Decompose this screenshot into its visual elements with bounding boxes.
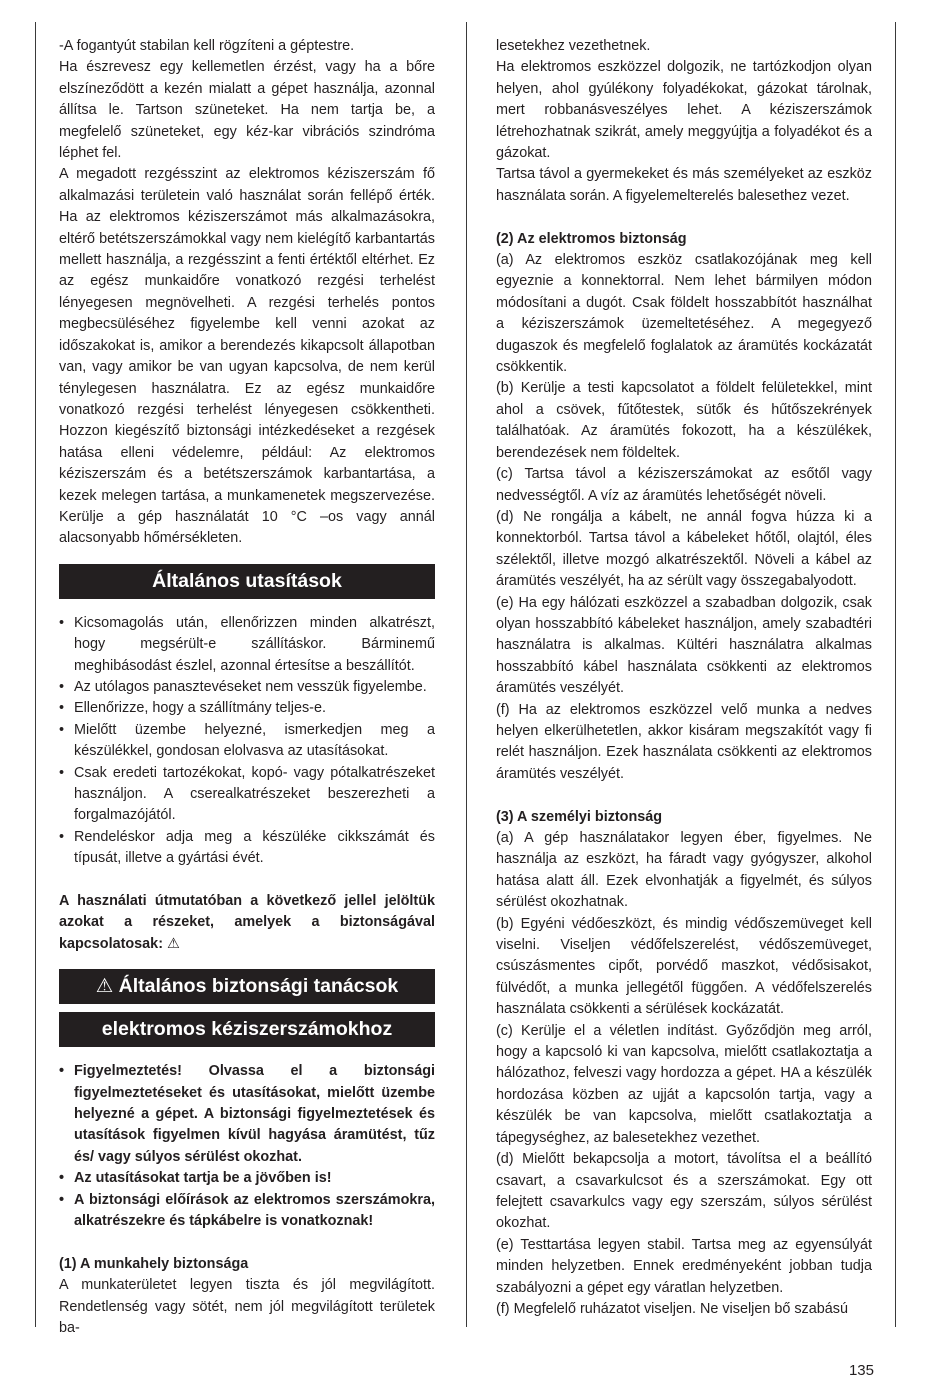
paragraph: (d) Mielőtt bekapcsolja a motort, távolítsa el a beállító csavart, a csavarkulcsot és a szerszámokat. Egy ott felejtett csavarkulcs vagy egy szerszám, súlyos sérülést okozhat.	[496, 1151, 872, 1232]
paragraph: (a) A gép használatakor legyen éber, figyelmes. Ne használja az eszközt, ha fáradt vagy gyógyszer, alkohol hatása alatt áll. Ezek elvonhatják a figyelmét, és súlyos sérülést okozhatnak.	[496, 830, 872, 911]
section-banner-general-instructions: Általános utasítások	[59, 564, 435, 599]
center-column-rule	[466, 22, 467, 1327]
paragraph: (c) Tartsa távol a kéziszerszámokat az esőtől vagy nedvességtől. A víz az áramütés lehetőségét növeli.	[496, 466, 872, 504]
list-item: • Ellenőrizze, hogy a szállítmány teljes-e.	[59, 698, 435, 719]
warning-item: • Az utasításokat tartja be a jövőben is!	[59, 1168, 435, 1189]
warnings-list	[59, 1061, 435, 1232]
section-heading-personal-safety: (3) A személyi biztonság	[496, 808, 663, 825]
right-margin-rule	[895, 22, 896, 1327]
paragraph: Ha elektromos eszközzel dolgozik, ne tartózkodjon olyan helyen, ahol gyúlékony folyadékokat, gázokat tárolnak, mert robbanásveszélyes lehet. A kéziszerszámok létrehozhatnak szikrát, amely meggyújtja a folyadékot és a gázokat.	[496, 59, 872, 162]
section-banner-safety-advice: ⚠ Általános biztonsági tanácsok	[59, 969, 435, 1004]
paragraph: (f) Ha az elektromos eszközzel velő munka a nedves helyen elkerülhetetlen, akkor kisáram megszakítót vagy fi relét használjon. Ezek használata csökkenti az elektromos áramütés veszélyét.	[496, 701, 872, 782]
page-number: 135	[848, 1362, 874, 1379]
list-item: • Rendeléskor adja meg a készüléke cikkszámát és típusát, illetve a gyártási évét.	[59, 827, 435, 870]
right-column	[496, 36, 872, 1320]
safety-symbol-note: A használati útmutatóban a következő jellel jelöltük azokat a részeket, amelyek a biztonságával kapcsolatosak: ⚠	[59, 893, 435, 952]
paragraph: Ha észrevesz egy kellemetlen érzést, vagy ha a bőre elszíneződött a kezén mialatt a gépet használja, azonnal állítsa le. Tartson szüneteket. Ha nem tartja be, a megfelelő szüneteket, egy kéz-kar vibrációs szindróma léphet fel.	[59, 59, 435, 162]
paragraph: A megadott rezgésszint az elektromos kéziszerszám fő alkalmazási területein való használat során fellépő érték. Ha az elektromos kéziszerszámot más alkalmazásokra, eltérő betétszerszámokkal vagy nem kielégítő karbantartás mellett használja, a rezgésszint a fenti értéktől eltérhet. Ez az egész munkaidőre vonatkozó rezgési terhelést lényegesen megnövelheti. A rezgési terhelés pontos megbecsüléséhez figyelembe kell venni azokat az időszakokat is, amikor a berendezés kikapcsolt állapotban van, vagy amikor be van ugyan kapcsolva, de nem kerül ténylegesen használatra. Ez az egész munkaidőre vonatkozó rezgési terhelést lényegesen csökkentheti. Hozzon kiegészítő biztonsági intézkedéseket a rezgések hatása elleni védelemre, például: Az elektromos kéziszerszám és a betétszerszámok karbantartása, a kezek melegen tartása, a munkamenetek megszervezése. Kerülje a gép használatát 10 °C –os vagy annál alacsonyabb hőmérsékleten.	[59, 166, 435, 547]
paragraph: (b) Kerülje a testi kapcsolatot a földelt felületekkel, mint ahol a csövek, fűtőtestek, sütők és hűtőszekrények találhatóak. Az áramütés fokozott, ha a készülékek, berendezések nem földeltek.	[496, 380, 872, 461]
paragraph: (b) Egyéni védőeszközt, és mindig védőszemüveget kell viselni. Viseljen védőfelszerelést, védőszemüveget, csúszásmentes cipőt, porvédő maszkot, védősisakot, fülvédőt, a munka jellegétől függően. A védőfelszerelés használata csökkenti a sérülések kockázatát.	[496, 915, 872, 1018]
warning-item: • A biztonsági előírások az elektromos szerszámokra, alkatrészekre és tápkábelre is vonatkoznak!	[59, 1190, 435, 1233]
list-item: • Az utólagos panasztevéseket nem vesszük figyelembe.	[59, 677, 435, 698]
paragraph: (c) Kerülje el a véletlen indítást. Győződjön meg arról, hogy a kapcsoló ki van kapcsolva, mielőtt csatlakoztatja a hálózathoz, felveszi vagy hordozza a gépet. HA a készülék hordozása közben az ujját a kapcsolón tartja, vagy a készülék be van kapcsolva, mielőtt csatlakoztatja a tápegységhez, az balesetekhez vezethet.	[496, 1022, 872, 1146]
list-item: • Mielőtt üzembe helyezné, ismerkedjen meg a készülékkel, gondosan elolvasva az utasításokat.	[59, 720, 435, 763]
paragraph: (d) Ne rongálja a kábelt, ne annál fogva húzza ki a konnektorból. Tartsa távol a kábeleket hőtől, olajtól, éles szélektől, illetve mozgó alkatrészektől. Növeli a kábel az áramütés veszélyét, ha az sérült vagy összegabalyodott.	[496, 508, 872, 590]
paragraph: (e) Ha egy hálózati eszközzel a szabadban dolgozik, csak olyan hosszabbító kábeleket használjon, amely szabadtéri használatra is alkalmas. Kültéri használatra alkalmas hosszabbító kábel használata csökkenti az elektromos áramütés veszélyét.	[496, 594, 872, 697]
paragraph: Tartsa távol a gyermekeket és más személyeket az eszköz használata során. A figyelemelterelés balesethez vezet.	[496, 166, 872, 204]
warning-item: • Figyelmeztetés! Olvassa el a biztonsági figyelmeztetéseket és utasításokat, mielőtt üzembe helyezné a gépet. A biztonsági figyelmeztetések és utasítások figyelmen kívül hagyása áramütést, tűz és/ vagy súlyos sérülést okozhat.	[59, 1061, 435, 1168]
paragraph: (a) Az elektromos eszköz csatlakozójának meg kell egyeznie a konnektorral. Nem lehet bármilyen módon módosítani a dugót. Csak földelt hosszabbítót használhat a kéziszerszámok üzemeltetéséhez. A megegyező dugaszok és megfelelő foglalatok az áramütés kockázatát csökkentik.	[496, 252, 872, 376]
paragraph: -A fogantyút stabilan kell rögzíteni a géptestre.	[59, 38, 355, 54]
paragraph: (f) Megfelelő ruházatot viseljen. Ne viseljen bő szabású	[496, 1300, 848, 1317]
section-banner-power-tools: elektromos kéziszerszámokhoz	[59, 1012, 435, 1047]
list-item: • Kicsomagolás után, ellenőrizzen minden alkatrészt, hogy megsérült-e szállításkor. Bárminemű meghibásodást észlel, azonnal értesítse a beszállítót.	[59, 613, 435, 677]
left-margin-rule	[35, 22, 36, 1327]
paragraph: A munkaterületet legyen tiszta és jól megvilágított. Rendetlenség vagy sötét, nem jól megvilágított területek ba-	[59, 1277, 435, 1337]
general-instructions-list	[59, 613, 435, 870]
section-heading-electrical-safety: (2) Az elektromos biztonság	[496, 230, 687, 247]
paragraph: lesetekhez vezethetnek.	[496, 38, 651, 54]
paragraph: (e) Testtartása legyen stabil. Tartsa meg az egyensúlyát minden helyzetben. Ennek eredményeként jobban tudja szabályozni a gépet egy váratlan helyzetben.	[496, 1236, 872, 1296]
list-item: • Csak eredeti tartozékokat, kopó- vagy pótalkatrészeket használjon. A cserealkatrészeket beszerezheti a forgalmazójától.	[59, 763, 435, 827]
section-heading-workplace-safety: (1) A munkahely biztonsága	[59, 1255, 249, 1272]
left-column	[59, 36, 435, 1340]
